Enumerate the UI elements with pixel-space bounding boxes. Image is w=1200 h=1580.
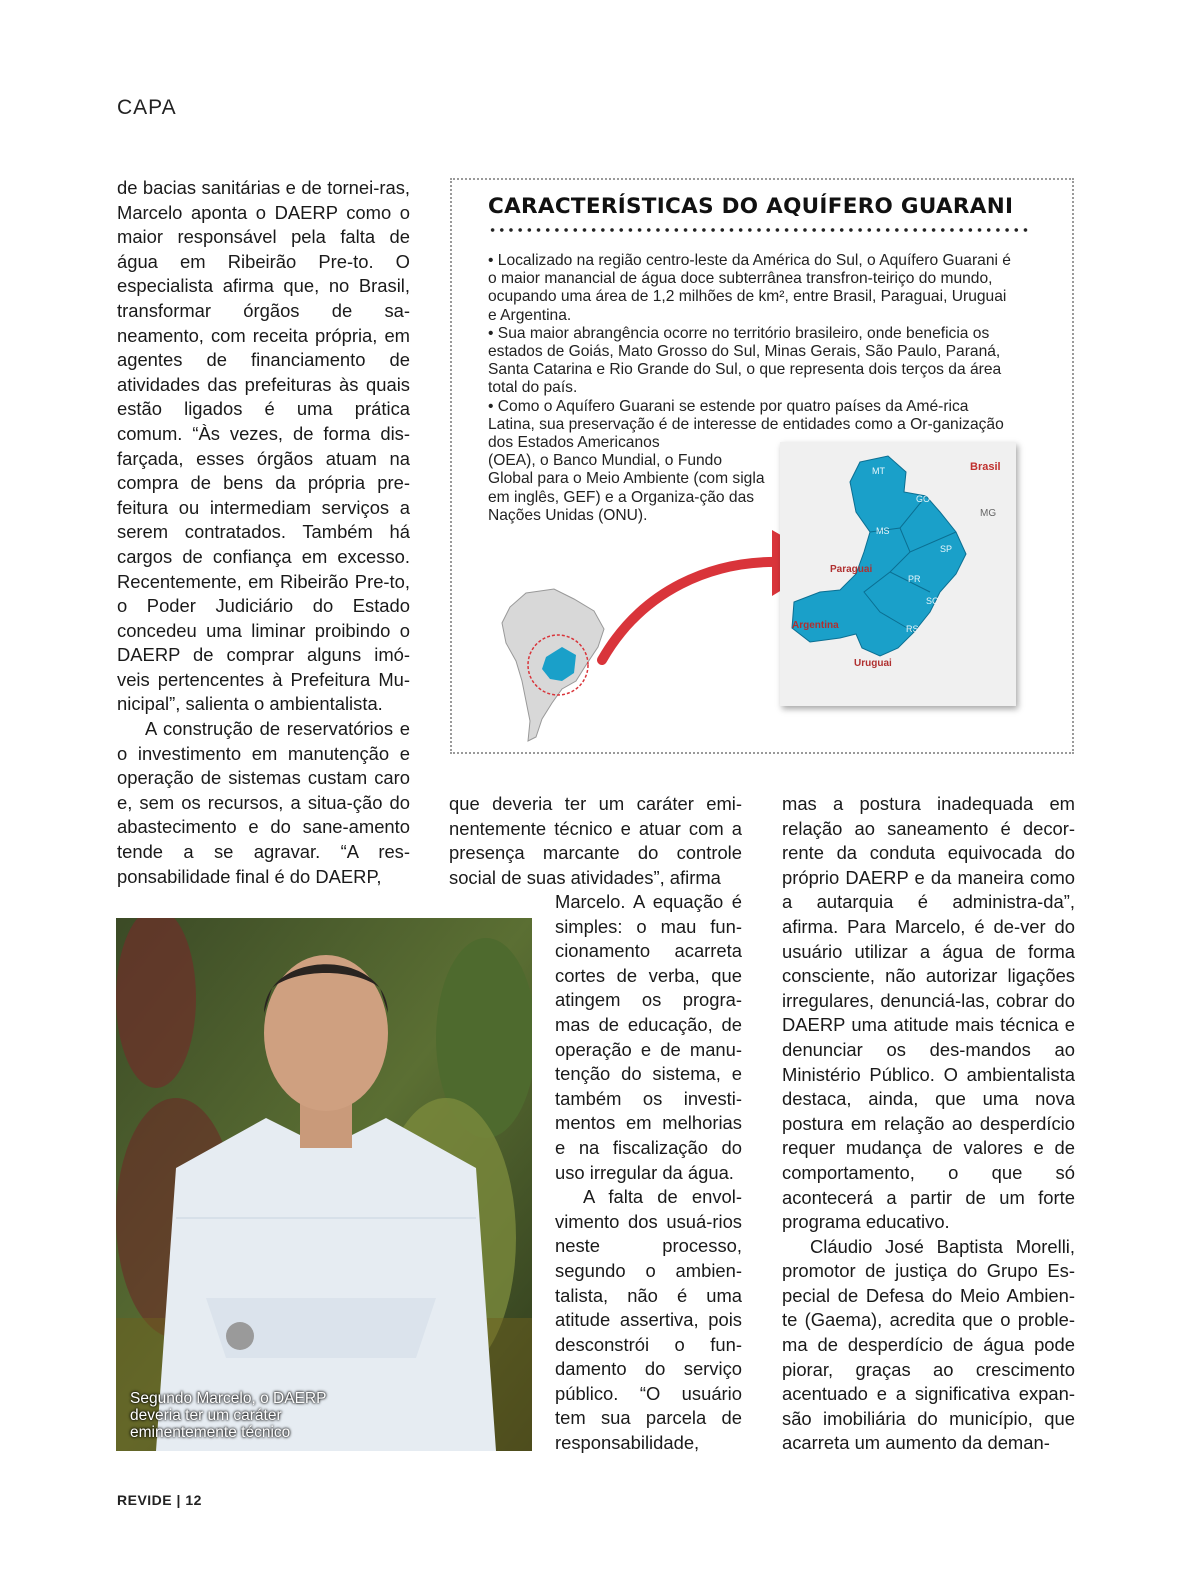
paragraph: Marcelo. A equação é simples: o mau fun-cionamento acarreta cortes de verba, que atingem os progra-mas de educação, de operação e de manu-tenção do sistema, e também os investi-mentos em melhorias e na fiscalização do uso irregular da água. [555, 891, 742, 1183]
aquifer-map [780, 442, 1016, 706]
article-column-2-top [449, 792, 742, 890]
paragraph: que deveria ter um caráter emi-nentemente técnico e atuar com a presença marcante do controle social de suas atividades”, afirma [449, 793, 742, 888]
article-column-2-bottom [555, 890, 742, 1456]
page-footer: REVIDE | 12 [117, 1492, 202, 1508]
aquifer-map-drawing [780, 442, 1016, 706]
section-label: CAPA [117, 96, 177, 119]
map-label: MG [980, 508, 997, 519]
paragraph: Cláudio José Baptista Morelli, promotor de justiça do Grupo Es-pecial de Defesa do Meio Ambien-te (Gaema), acredita que o proble-ma de desperdício de água pode piorar, graças ao crescimento acentuado e a significativa expan-são imobiliária do município, que acarreta um aumento da deman- [782, 1235, 1075, 1454]
portrait-photo [116, 918, 532, 1451]
map-label: Argentina [792, 620, 839, 631]
dotted-divider [488, 224, 1032, 236]
bullet-item: • Como o Aquífero Guarani se estende por quatro países da Amé-rica Latina, sua preservação é de interesse de entidades como a Or-ganização dos Estados Americanos [488, 397, 1004, 452]
map-label: MS [876, 526, 890, 536]
article-column-1 [117, 176, 410, 889]
paragraph: de bacias sanitárias e de tornei-ras, Marcelo aponta o DAERP como o maior responsável pela falta de água em Ribeirão Pre-to. O especialista afirma que, no Brasil, transformar órgãos de sa-neamento, com receita própria, em agentes de financiamento de atividades das prefeituras às quais estão ligados é uma prática comum. “Às vezes, de forma dis-farçada, esses órgãos atuam na compra de bens da própria pre-feitura ou intermediam serviços a serem contratados. Também há cargos de confiança em excesso. Recentemente, em Ribeirão Pre-to, o Poder Judiciário do Estado concedeu uma liminar proibindo o DAERP de comprar alguns imó-veis pertencentes à Prefeitura Mu-nicipal”, salienta o ambientalista. [117, 177, 410, 715]
map-label: SP [940, 544, 953, 554]
map-label: RS [906, 624, 919, 634]
map-label: Uruguai [854, 658, 892, 669]
map-label: MT [872, 466, 885, 476]
info-box-title: CARACTERÍSTICAS DO AQUÍFERO GUARANI [488, 194, 1014, 219]
map-label: GO [916, 494, 931, 504]
map-label: SC [926, 596, 939, 606]
info-box [450, 178, 1074, 754]
map-label: Paraguai [830, 564, 873, 575]
paragraph: A construção de reservatórios e o investimento em manutenção e operação de sistemas custam caro e, sem os recursos, a situa-ção do abastecimento e do sane-amento tende a se agravar. “A res-ponsabilidade final é do DAERP, [117, 718, 410, 887]
bullet-item: • Sua maior abrangência ocorre no território brasileiro, onde beneficia os estados de Goiás, Mato Grosso do Sul, Minas Gerais, São Paulo, Paraná, Santa Catarina e Rio Grande do Sul, o que representa dois terços da área total do país. [488, 324, 1002, 397]
map-label: PR [908, 574, 921, 584]
portrait-illustration [116, 918, 532, 1451]
paragraph: A falta de envol-vimento dos usuá-rios neste processo, segundo o ambien-talista, não é uma atitude assertiva, pois desconstrói o fun-damento do serviço público. “O usuário tem sua parcela de responsabilidade, [555, 1186, 742, 1454]
paragraph: mas a postura inadequada em relação ao saneamento é decor-rente da conduta equivocada do próprio DAERP e da maneira como a autarquia é administra-da”, afirma. Para Marcelo, é de-ver do usuário utilizar a água de forma consciente, não autorizar ligações irregulares, denunciá-las, cobrar do DAERP uma atitude mais técnica e denunciar os des-mandos ao Ministério Público. O ambientalista destaca, ainda, que uma nova postura em relação ao desperdício requer mudança de valores e de comportamento, o que só acontecerá a partir de um forte programa educativo. [782, 793, 1075, 1233]
article-column-3 [782, 792, 1075, 1456]
bullet-item-continued: (OEA), o Banco Mundial, o Fundo Global para o Meio Ambiente (com sigla em inglês, GEF) e a Organiza-ção das Nações Unidas (ONU). [488, 452, 765, 524]
map-label: Brasil [970, 461, 1001, 473]
bullet-item: • Localizado na região centro-leste da América do Sul, o Aquífero Guarani é o maior manancial de água doce subterrânea transfron-teiriço do mundo, ocupando uma área de 1,2 milhões de km², entre Brasil, Paraguai, Uruguai e Argentina. [488, 252, 1011, 324]
photo-caption: Segundo Marcelo, o DAERP deveria ter um caráter eminentemente técnico [130, 1390, 327, 1441]
